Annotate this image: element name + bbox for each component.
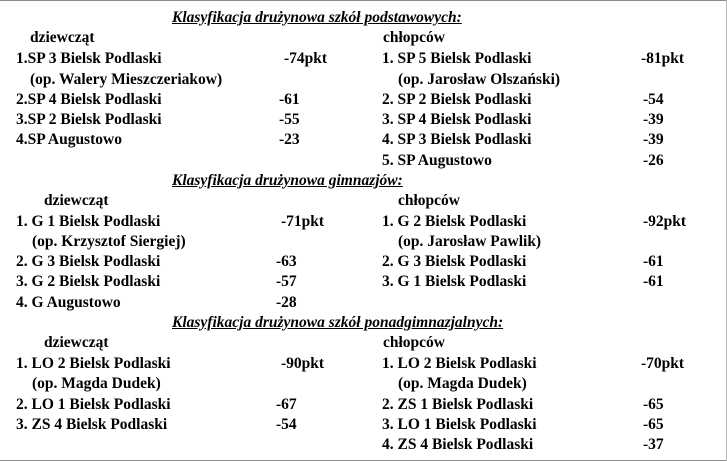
- team-score: -23: [279, 131, 300, 148]
- team-name: 4.SP Augustowo: [16, 131, 122, 148]
- team-score: -26: [643, 152, 664, 169]
- team-score: -63: [276, 253, 297, 270]
- team-name: 3. G 1 Bielsk Podlaski: [382, 273, 527, 290]
- team-score: -55: [279, 111, 300, 128]
- team-score: -37: [643, 436, 664, 453]
- team-score: -90pkt: [281, 355, 325, 372]
- team-captain: (op. Magda Dudek): [398, 375, 527, 392]
- team-name: 1. G 2 Bielsk Podlaski: [382, 213, 527, 230]
- team-score: -54: [276, 416, 297, 433]
- team-name: 2. ZS 1 Bielsk Podlaski: [382, 396, 534, 413]
- boys-label-primary: chłopców: [383, 29, 445, 46]
- boys-label-gymnasium: chłopców: [398, 192, 460, 209]
- girls-label-primary: dziewcząt: [30, 29, 95, 46]
- team-captain: (op. Jarosław Olszański): [398, 71, 561, 88]
- team-name: 4. SP 3 Bielsk Podlaski: [382, 131, 532, 148]
- team-captain: (op. Magda Dudek): [32, 375, 161, 392]
- team-score: -92pkt: [643, 213, 687, 230]
- team-name: 1. LO 2 Bielsk Podlaski: [382, 355, 537, 372]
- top-border: [0, 0, 727, 1]
- team-name: 5. SP Augustowo: [382, 152, 492, 169]
- team-name: 4. ZS 4 Bielsk Podlaski: [382, 436, 534, 453]
- team-captain: (op. Walery Mieszczeriakow): [30, 71, 223, 88]
- girls-label-upper-secondary: dziewcząt: [44, 334, 109, 351]
- team-score: -61: [643, 273, 664, 290]
- team-score: -39: [643, 111, 664, 128]
- team-name: 4. G Augustowo: [16, 294, 121, 311]
- team-score: -65: [643, 416, 664, 433]
- boys-label-upper-secondary: chłopców: [383, 334, 445, 351]
- team-name: 3. LO 1 Bielsk Podlaski: [382, 416, 537, 433]
- team-name: 1. LO 2 Bielsk Podlaski: [16, 355, 171, 372]
- team-name: 2. G 3 Bielsk Podlaski: [16, 253, 161, 270]
- team-name: 3.SP 2 Bielsk Podlaski: [16, 111, 162, 128]
- team-name: 3. SP 4 Bielsk Podlaski: [382, 111, 532, 128]
- section-heading-gymnasium: Klasyfikacja drużynowa gimnazjów:: [172, 172, 403, 189]
- section-heading-upper-secondary: Klasyfikacja drużynowa szkół ponadgimnazjalnych:: [172, 314, 504, 331]
- team-score: -70pkt: [641, 355, 685, 372]
- team-score: -54: [643, 91, 664, 108]
- team-name: 1.SP 3 Bielsk Podlaski: [16, 50, 162, 67]
- team-score: -74pkt: [284, 50, 328, 67]
- team-name: 2. G 3 Bielsk Podlaski: [382, 253, 527, 270]
- team-name: 3. ZS 4 Bielsk Podlaski: [16, 416, 168, 433]
- girls-label-gymnasium: dziewcząt: [44, 192, 109, 209]
- team-name: 1. G 1 Bielsk Podlaski: [16, 213, 161, 230]
- team-score: -65: [643, 396, 664, 413]
- team-score: -39: [643, 131, 664, 148]
- team-name: 2.SP 4 Bielsk Podlaski: [16, 91, 162, 108]
- team-score: -28: [276, 294, 297, 311]
- team-name: 3. G 2 Bielsk Podlaski: [16, 273, 161, 290]
- team-score: -61: [643, 253, 664, 270]
- team-score: -67: [276, 396, 297, 413]
- team-score: -81pkt: [641, 50, 685, 67]
- team-captain: (op. Krzysztof Siergiej): [32, 233, 186, 250]
- team-name: 2. LO 1 Bielsk Podlaski: [16, 396, 171, 413]
- team-captain: (op. Jarosław Pawlik): [398, 233, 542, 250]
- team-score: -61: [279, 91, 300, 108]
- team-score: -57: [276, 273, 297, 290]
- team-name: 2. SP 2 Bielsk Podlaski: [382, 91, 532, 108]
- section-heading-primary: Klasyfikacja drużynowa szkół podstawowych:: [172, 9, 462, 26]
- team-name: 1. SP 5 Bielsk Podlaski: [382, 50, 532, 67]
- team-score: -71pkt: [281, 213, 325, 230]
